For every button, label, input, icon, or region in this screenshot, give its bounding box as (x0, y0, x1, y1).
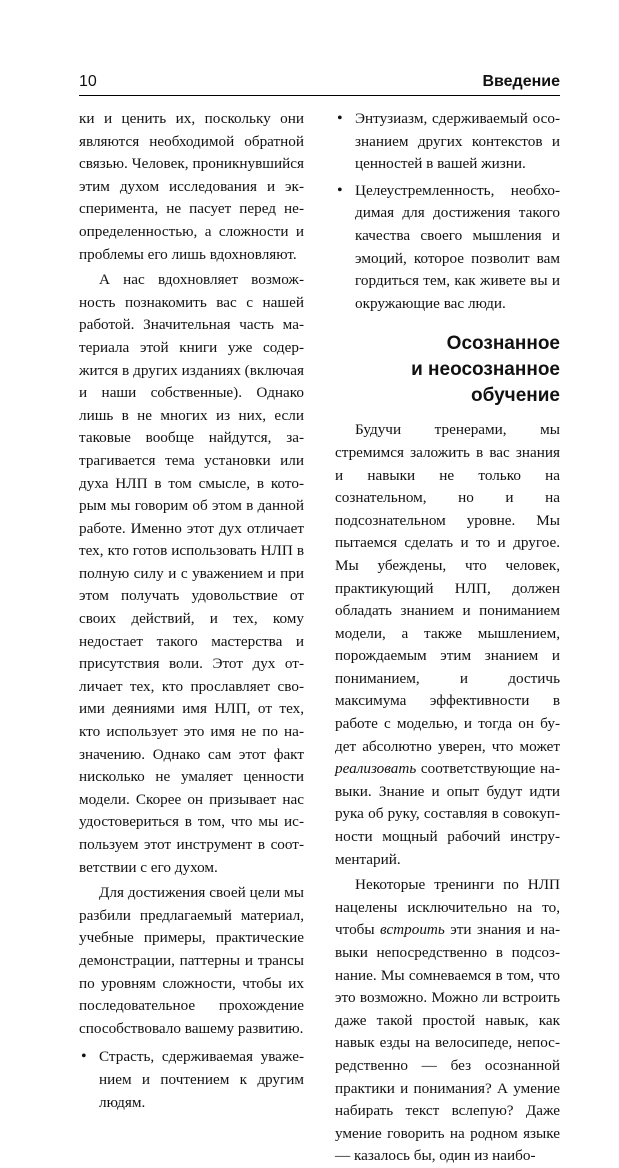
text-run: эти знания и навыки непосредственно в подсознание. Мы сомневаемся в том, что это возможно. Можно ли встроить даже такой простой навык, как навык езды на велосипеде, непосредственно — без осознанной практики и понимания? А умение набирать текст вслепую? Даже умение говорить на родном языке — казалось бы, один из наибо- (335, 921, 561, 1165)
bullet-list (79, 1046, 304, 1114)
section-title-line: Осознанное (446, 333, 560, 355)
paragraph: А нас вдохновляет возможность познакомить вас с нашей работой. Значительная часть материала этой книги уже содержится в других изданиях (включая и наши собственные). Однaко лишь в не многих из них, если таковые вообще найдутся, затрагивается тема установки или духа НЛП в том смысле, в которым мы говорим об этом в данной работе. Именно этот дух отличает тех, кто готов использовать НЛП в полную силу и с уважением и при этом получать удовольствие от своих действий, и тех, кому недостает такого мастерства и присутствия воли. Этот дух отличает тех, кто прославляет своими деяниями имя НЛП, от тех, кто использует это имя не по назначению. Однако сам этот факт нисколько не умаляет ценности модели. Скорее он призывает нас удостовериться в том, что мы используем этот инструмент в соответствии с его духом. (79, 271, 304, 876)
bullet-list (335, 108, 560, 315)
left-column (79, 108, 304, 1118)
header-rule (79, 95, 560, 96)
section-title-line: обучение (471, 385, 560, 407)
text-run: Некоторые тренинги по НЛП нацелены исключительно на то, чтобы (335, 876, 560, 939)
bullet-item: • Целеустремленность, необходимая для достижения такого качества своего мышления и эмоций, которое позволит вам гордиться тем, как живете вы и окружающие вас люди. (335, 180, 560, 316)
paragraph (335, 874, 560, 1168)
running-head: Введение (482, 73, 560, 90)
bullet-item: • Энтузиазм, сдерживаемый осознанием других контекстов и ценностей в вашей жизни. (335, 108, 560, 176)
section-title (335, 331, 560, 409)
page-header (79, 72, 560, 92)
paragraph (335, 419, 560, 871)
bullet-item: • Страсть, сдерживаемая уважением и почтением к другим людям. (79, 1046, 304, 1114)
paragraph: Для достижения своей цели мы разбили предлагаемый материал, учебные примеры, практические демонстрации, паттерны и трансы по уровням сложности, чтобы их последовательное прохождение способствовало вашему развитию. (79, 884, 304, 1037)
text-run: Будучи тренерами, мы стремимся заложить в вас знания и навыки не только на сознательном, но и на подсознательном уровне. Мы пытаемся сделать и то и другое. Мы убеждены, что человек, практикующий НЛП, должен обладать знанием и пониманием модели, а также мышлением, порождаемым этим знанием и пониманием, и достичь максимума эффективности в работе с моделью, и тогда он будет абсолютно уверен, что может (335, 421, 560, 755)
page-number: 10 (79, 73, 97, 90)
paragraph: ки и ценить их, поскольку они являются необходимой обратной связью. Человек, проникнувшийся этим духом исследования и эксперимента, не пасует перед неопределенностью, а сложности и проблемы его лишь вдохновляют. (79, 110, 304, 263)
emphasis: встроить (380, 921, 445, 939)
text-run: соответствующие навыки. Знание и опыт будут идти рука об руку, составляя в совокупности мощный рабочий инструментарий. (335, 760, 560, 868)
section-title-line: и неосознанное (411, 359, 560, 381)
right-column (335, 108, 560, 1168)
emphasis: реализовать (335, 760, 417, 778)
